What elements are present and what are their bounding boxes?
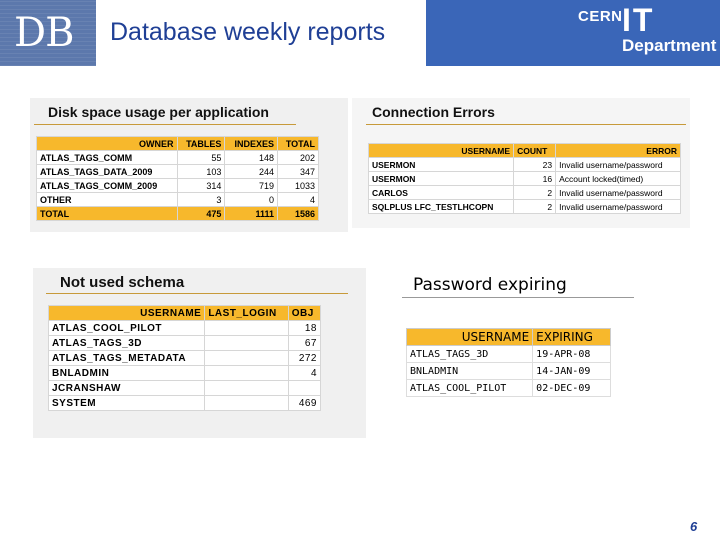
table-row <box>407 346 611 363</box>
table-cell: Invalid username/password <box>556 158 681 172</box>
table-row <box>37 165 319 179</box>
table-cell: 475 <box>177 207 225 221</box>
column-header: TABLES <box>177 137 225 151</box>
table-row <box>49 321 321 336</box>
table-cell: 67 <box>288 336 320 351</box>
table-cell: ATLAS_TAGS_3D <box>49 336 205 351</box>
password-expiring-rule <box>402 297 634 298</box>
table-cell <box>205 351 288 366</box>
connection-errors-table <box>368 143 681 214</box>
table-cell: JCRANSHAW <box>49 381 205 396</box>
table-cell <box>205 336 288 351</box>
table-cell: Invalid username/password <box>556 200 681 214</box>
not-used-schema-title: Not used schema <box>60 274 185 291</box>
table-cell: 18 <box>288 321 320 336</box>
table-cell: 469 <box>288 396 320 411</box>
table-cell <box>205 396 288 411</box>
cern-label: CERN <box>578 8 623 25</box>
table-cell: USERMON <box>369 158 514 172</box>
table-row <box>369 172 681 186</box>
not-used-schema-table <box>48 305 321 411</box>
column-header: ERROR <box>556 144 681 158</box>
table-cell: ATLAS_TAGS_3D <box>407 346 533 363</box>
table-cell: ATLAS_TAGS_METADATA <box>49 351 205 366</box>
table-cell: Account locked(timed) <box>556 172 681 186</box>
db-logo: DB <box>14 10 74 56</box>
table-row <box>49 381 321 396</box>
table-cell: 719 <box>225 179 278 193</box>
table-cell: ATLAS_TAGS_COMM <box>37 151 178 165</box>
password-expiring-title: Password expiring <box>413 275 567 295</box>
table-cell: 14-JAN-09 <box>533 363 611 380</box>
db-logo-block <box>0 0 96 66</box>
table-cell: 55 <box>177 151 225 165</box>
table-cell: CARLOS <box>369 186 514 200</box>
column-header: TOTAL <box>278 137 319 151</box>
table-cell: 314 <box>177 179 225 193</box>
cern-it-logo <box>578 2 718 62</box>
table-cell: 02-DEC-09 <box>533 380 611 397</box>
header-bar <box>0 0 720 66</box>
table-cell: SQLPLUS LFC_TESTLHCOPN <box>369 200 514 214</box>
column-header: LAST_LOGIN <box>205 306 288 321</box>
column-header: COUNT <box>514 144 556 158</box>
table-row <box>37 151 319 165</box>
table-cell: OTHER <box>37 193 178 207</box>
connection-errors-rule <box>366 124 686 125</box>
column-header: INDEXES <box>225 137 278 151</box>
page-number: 6 <box>690 519 698 534</box>
department-label: Department <box>622 36 717 55</box>
table-row <box>37 179 319 193</box>
table-cell: 347 <box>278 165 319 179</box>
table-cell: 4 <box>288 366 320 381</box>
table-cell: ATLAS_COOL_PILOT <box>407 380 533 397</box>
table-cell: BNLADMIN <box>49 366 205 381</box>
table-row <box>49 366 321 381</box>
table-cell: 103 <box>177 165 225 179</box>
column-header: USERNAME <box>407 329 533 346</box>
password-expiring-table <box>406 328 611 397</box>
table-row <box>369 200 681 214</box>
column-header: OBJ <box>288 306 320 321</box>
title-bar <box>96 0 426 66</box>
table-cell: 19-APR-08 <box>533 346 611 363</box>
table-cell: 16 <box>514 172 556 186</box>
table-cell: ATLAS_TAGS_COMM_2009 <box>37 179 178 193</box>
table-cell <box>288 381 320 396</box>
table-cell: 3 <box>177 193 225 207</box>
table-cell: 1586 <box>278 207 319 221</box>
table-cell: 2 <box>514 186 556 200</box>
it-label: IT <box>622 2 655 38</box>
disk-space-rule <box>34 124 296 125</box>
table-row <box>407 363 611 380</box>
column-header: USERNAME <box>49 306 205 321</box>
table-cell: BNLADMIN <box>407 363 533 380</box>
table-row <box>49 396 321 411</box>
table-cell: 1111 <box>225 207 278 221</box>
slide-title: Database weekly reports <box>110 18 386 46</box>
table-cell: SYSTEM <box>49 396 205 411</box>
column-header: EXPIRING <box>533 329 611 346</box>
table-row <box>407 380 611 397</box>
table-cell <box>205 381 288 396</box>
table-row <box>49 351 321 366</box>
table-cell: 2 <box>514 200 556 214</box>
table-cell: ATLAS_COOL_PILOT <box>49 321 205 336</box>
table-row <box>37 207 319 221</box>
table-cell: 148 <box>225 151 278 165</box>
table-cell <box>205 366 288 381</box>
table-cell: 244 <box>225 165 278 179</box>
not-used-schema-rule <box>46 293 348 294</box>
table-cell: Invalid username/password <box>556 186 681 200</box>
table-cell <box>205 321 288 336</box>
connection-errors-title: Connection Errors <box>372 104 495 120</box>
disk-space-table <box>36 136 319 221</box>
table-cell: ATLAS_TAGS_DATA_2009 <box>37 165 178 179</box>
column-header: USERNAME <box>369 144 514 158</box>
table-row <box>49 336 321 351</box>
table-cell: 0 <box>225 193 278 207</box>
table-cell: 4 <box>278 193 319 207</box>
table-row <box>369 186 681 200</box>
table-row <box>37 193 319 207</box>
table-cell: TOTAL <box>37 207 178 221</box>
disk-space-title: Disk space usage per application <box>48 104 269 120</box>
table-cell: 272 <box>288 351 320 366</box>
table-cell: 1033 <box>278 179 319 193</box>
table-cell: 23 <box>514 158 556 172</box>
table-cell: USERMON <box>369 172 514 186</box>
column-header: OWNER <box>37 137 178 151</box>
table-cell: 202 <box>278 151 319 165</box>
table-row <box>369 158 681 172</box>
